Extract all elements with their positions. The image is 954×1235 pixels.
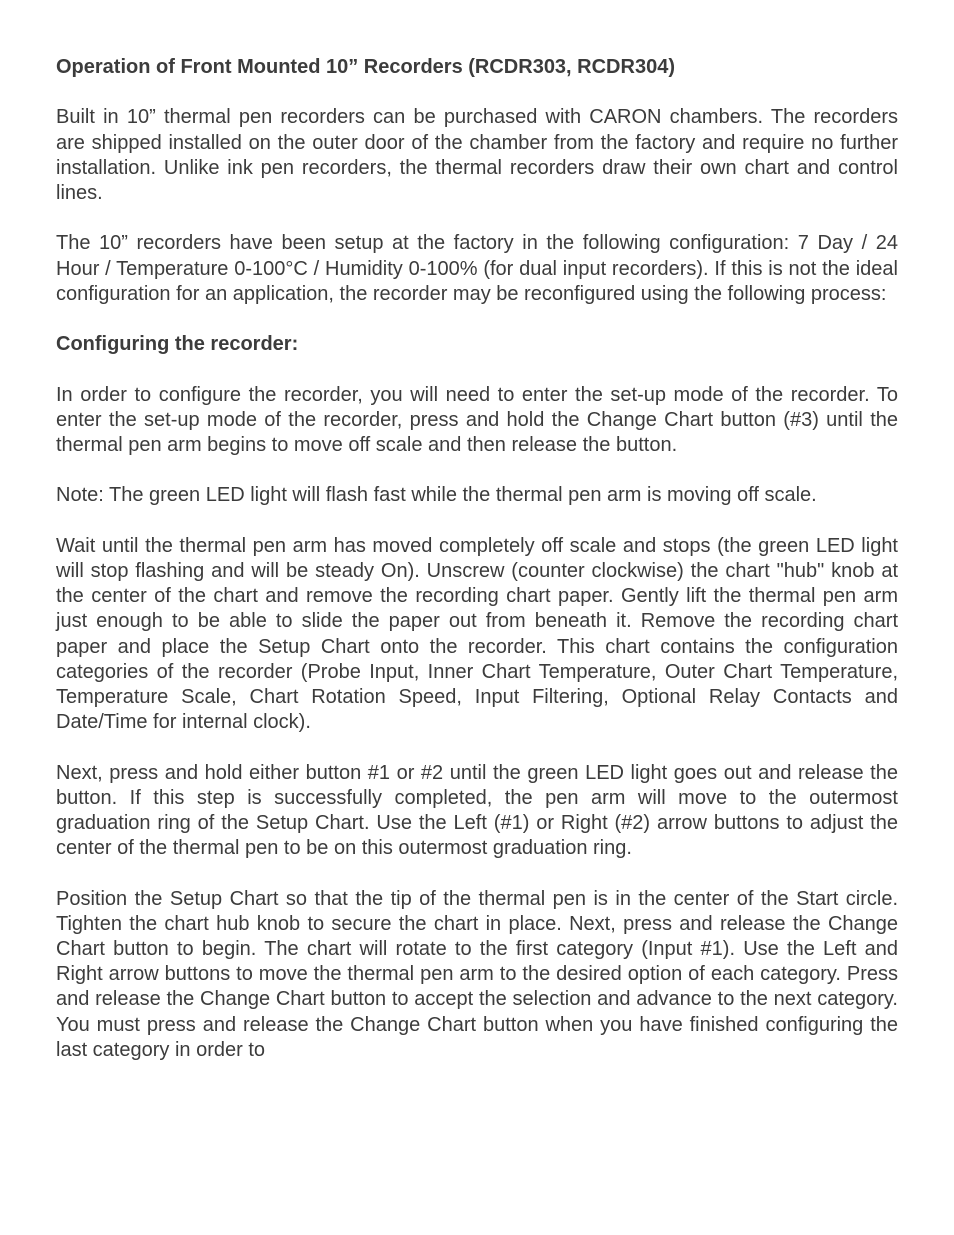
- configuring-subheading: Configuring the recorder:: [56, 333, 299, 356]
- document-page: [56, 55, 898, 1088]
- led-note-paragraph: Note: The green LED light will flash fast while the thermal pen arm is moving off scale.: [56, 484, 817, 507]
- setup-mode-paragraph: In order to configure the recorder, you will need to enter the set-up mode of the recorder. To enter the set-up mode of the recorder, press and hold the Change Chart button (#3) until the thermal pen arm begins to move off scale and then release the button.: [56, 383, 898, 456]
- intro-paragraph-2: The 10” recorders have been setup at the factory in the following configuration: 7 Day / 24 Hour / Temperature 0-100°C / Humidity 0-100% (for dual input recorders). If this is not the ideal configuration for an application, the recorder may be reconfigured using the following process:: [56, 232, 898, 305]
- intro-paragraph-1: Built in 10” thermal pen recorders can be purchased with CARON chambers. The recorders are shipped installed on the outer door of the chamber from the factory and require no further installation. Unlike ink pen recorders, the thermal recorders draw their own chart and control lines.: [56, 106, 898, 204]
- graduation-ring-paragraph: Next, press and hold either button #1 or #2 until the green LED light goes out and release the button. If this step is successfully completed, the pen arm will move to the outermost graduation ring of the Setup Chart. Use the Left (#1) or Right (#2) arrow buttons to adjust the center of the thermal pen to be on this outermost graduation ring.: [56, 761, 898, 860]
- document-heading: Operation of Front Mounted 10” Recorders (RCDR303, RCDR304): [56, 56, 675, 78]
- setup-chart-paragraph: Wait until the thermal pen arm has moved completely off scale and stops (the green LED light will stop flashing and will be steady On). Unscrew (counter clockwise) the chart "hub" knob at the center of the chart and remove the recording chart paper. Gently lift the thermal pen arm just enough to be able to slide the paper out from beneath it. Remove the recording chart paper and place the Setup Chart onto the recorder. This chart contains the configuration categories of the recorder (Probe Input, Inner Chart Temperature, Outer Chart Temperature, Temperature Scale, Chart Rotation Speed, Input Filtering, Optional Relay Contacts and Date/Time for internal clock).: [56, 534, 898, 734]
- category-selection-paragraph: Position the Setup Chart so that the tip of the thermal pen is in the center of the Start circle. Tighten the chart hub knob to secure the chart in place. Next, press and release the Change Chart button to begin. The chart will rotate to the first category (Input #1). Use the Left and Right arrow buttons to move the thermal pen arm to the desired option of each category. Press and release the Change Chart button to accept the selection and advance to the next category. You must press and release the Change Chart button when you have finished configuring the last category in order to: [56, 887, 898, 1061]
